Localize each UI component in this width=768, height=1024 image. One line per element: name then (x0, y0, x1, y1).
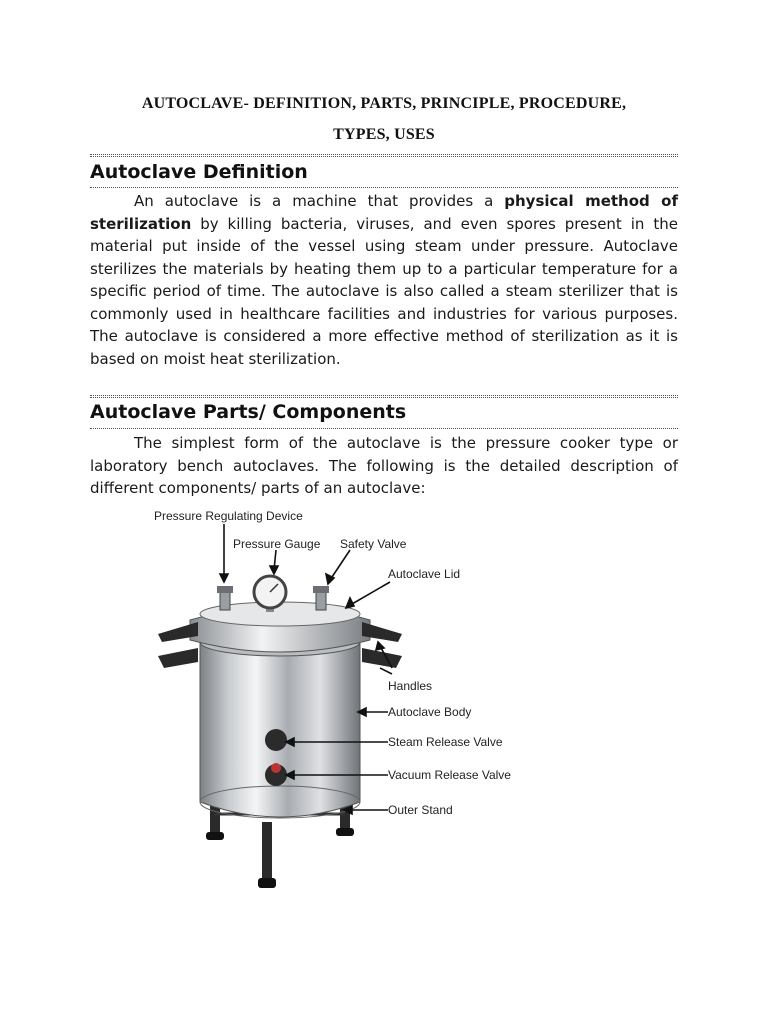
autoclave-lid (190, 602, 370, 652)
parts-text: The simplest form of the autoclave is the pressure cooker type or laboratory bench autoclaves. The following is the detailed description of different components/ parts of an autoclave: (90, 434, 678, 497)
document-title-line-2: TYPES, USES (333, 126, 435, 143)
divider (90, 187, 678, 188)
divider (90, 154, 678, 155)
section-heading-definition: Autoclave Definition (90, 161, 308, 183)
label-pressure-regulating-device: Pressure Regulating Device (154, 509, 303, 523)
label-vacuum-release-valve: Vacuum Release Valve (388, 768, 511, 782)
label-autoclave-lid: Autoclave Lid (388, 567, 461, 581)
label-outer-stand: Outer Stand (388, 803, 453, 817)
autoclave-body (200, 628, 360, 818)
steam-release-valve-knob (265, 729, 287, 751)
definition-text-start: An autoclave is a machine that provides a (134, 192, 494, 210)
label-pressure-gauge: Pressure Gauge (233, 537, 321, 551)
parts-paragraph (90, 432, 678, 500)
label-safety-valve: Safety Valve (340, 537, 407, 551)
definition-paragraph (90, 190, 678, 370)
divider (90, 395, 678, 396)
divider (90, 156, 678, 157)
label-steam-release-valve: Steam Release Valve (388, 735, 503, 749)
vacuum-indicator (271, 763, 281, 773)
definition-bold-term: physical method of sterilization (90, 192, 678, 233)
divider (90, 397, 678, 398)
section-heading-parts: Autoclave Parts/ Components (90, 401, 407, 423)
label-handles: Handles (388, 679, 433, 693)
definition-text-end: by killing bacteria, viruses, and even spores present in the material put inside of the vessel using steam under pressure. Autoclave sterilizes the materials by heating them up to a particular temperature for a specific period of time. The autoclave is also called a steam sterilizer that is commonly used in healthcare facilities and industries for various purposes. The autoclave is considered a more effective method of sterilization as it is based on moist heat sterilization. (90, 214, 678, 368)
label-autoclave-body: Autoclave Body (388, 705, 472, 719)
document-title-line-1: AUTOCLAVE- DEFINITION, PARTS, PRINCIPLE, PROCEDURE, (141, 95, 627, 112)
divider (90, 428, 678, 429)
autoclave-diagram (140, 502, 540, 902)
